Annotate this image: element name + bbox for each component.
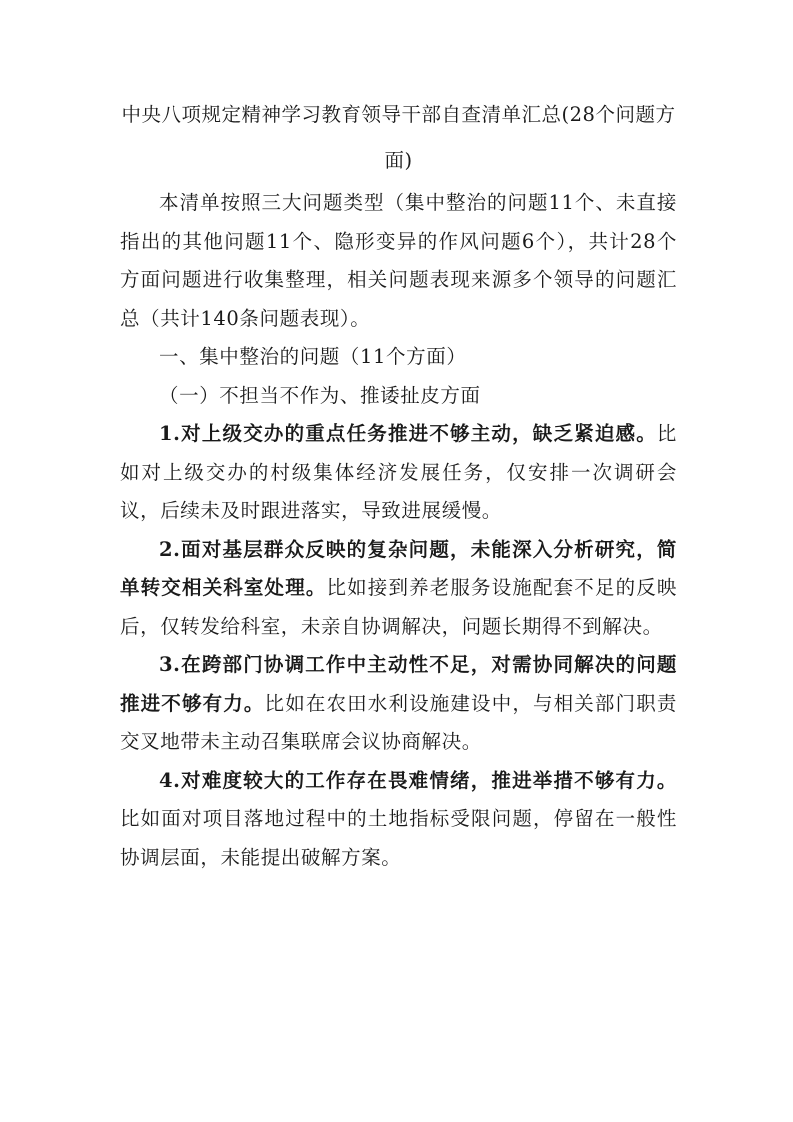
item-body: 比如在农田水利设施建设中，与相关部门职责交叉地带未主动召集联席会议协商解决。 (120, 691, 677, 753)
item-heading: 1.对上级交办的重点任务推进不够主动，缺乏紧迫感。 (159, 422, 657, 445)
document-page (120, 92, 677, 877)
section-heading: 一、集中整治的问题（11个方面） (159, 345, 467, 368)
item-body: 比如对上级交办的村级集体经济发展任务，仅安排一次调研会议，后续未及时跟进落实，导致进展缓慢。 (120, 422, 677, 522)
list-item (120, 762, 677, 878)
item-body: 比如面对项目落地过程中的土地指标受限问题，停留在一般性协调层面，未能提出破解方案。 (120, 807, 677, 869)
list-item (120, 531, 677, 647)
item-heading: 3.在跨部门协调工作中主动性不足，对需协同解决的问题推进不够有力。 (120, 653, 677, 715)
item-heading: 4.对难度较大的工作存在畏难情绪，推进举措不够有力。 (159, 768, 677, 792)
subsection-heading: （一）不担当不作为、推诿扯皮方面 (159, 383, 481, 407)
document-title: 中央八项规定精神学习教育领导干部自查清单汇总(28个问题方面) (121, 103, 676, 172)
item-body: 比如接到养老服务设施配套不足的反映后，仅转发给科室，未亲自协调解决，问题长期得不到解决。 (120, 576, 677, 638)
item-heading: 2.面对基层群众反映的复杂问题，未能深入分析研究，简单转交相关科室处理。 (120, 537, 677, 599)
list-item (120, 646, 677, 762)
list-item (120, 415, 677, 531)
intro-paragraph: 本清单按照三大问题类型（集中整治的问题11个、未直接指出的其他问题11个、隐形变异的作风问题6个），共计28个方面问题进行收集整理，相关问题表现来源多个领导的问题汇总（共计140条问题表现）。 (120, 191, 677, 330)
